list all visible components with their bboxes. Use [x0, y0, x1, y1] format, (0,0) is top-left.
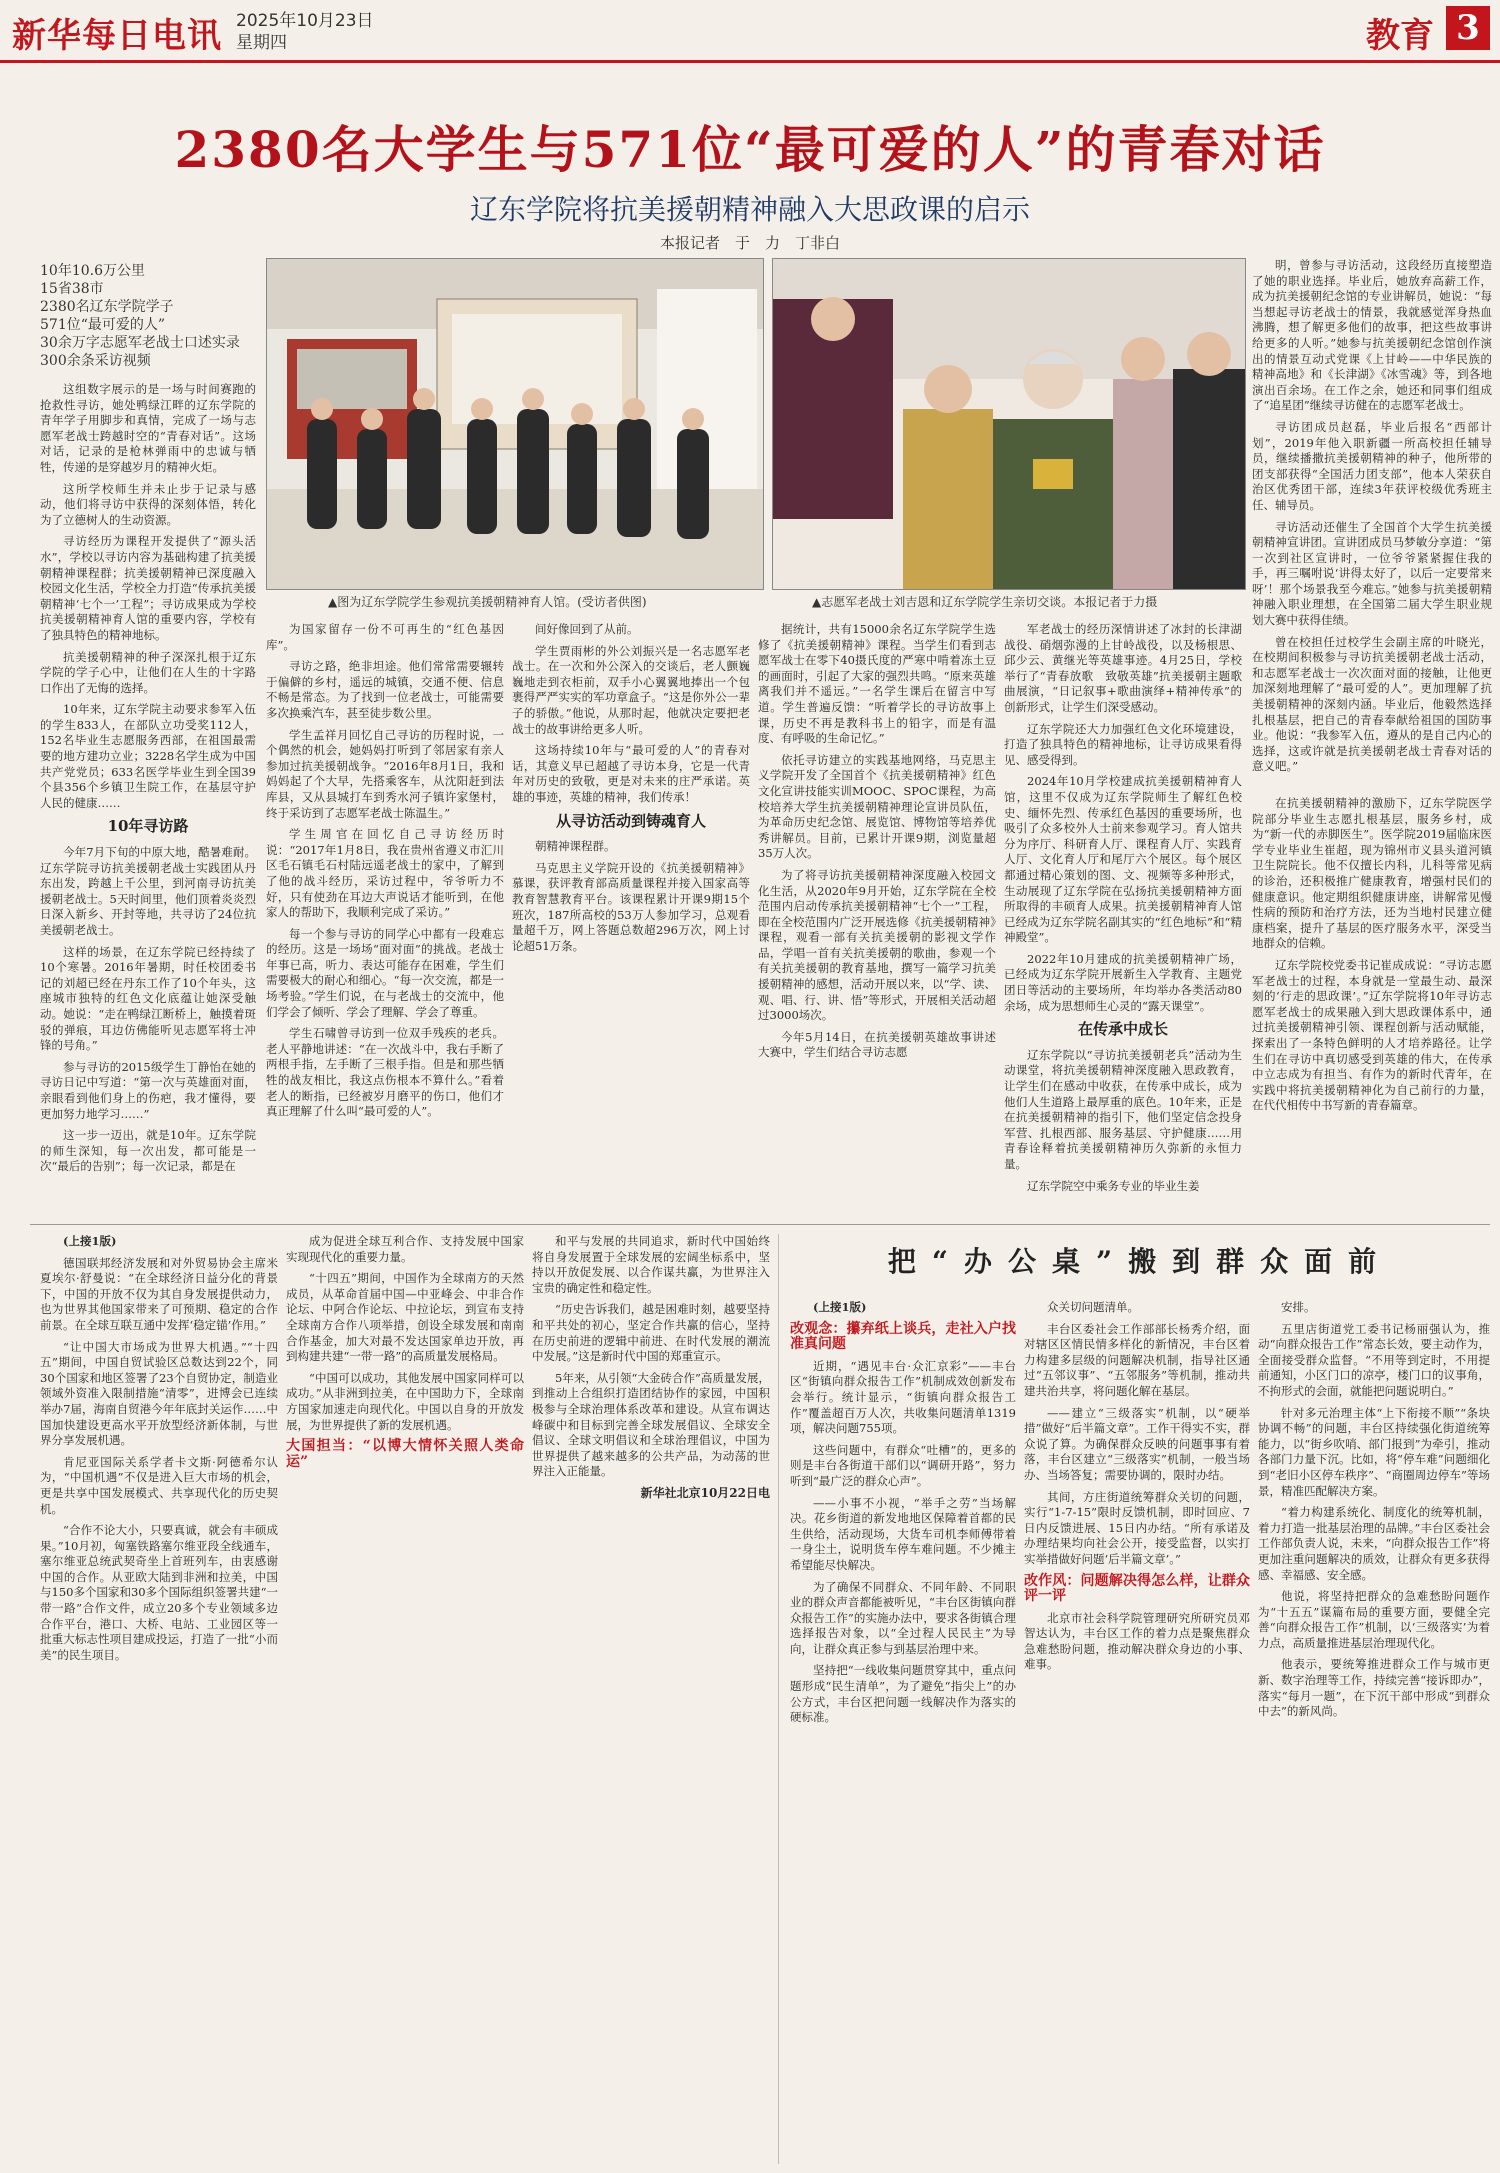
bottom-col-5: [1024, 1300, 1250, 2164]
paragraph: 为国家留存一份不可再生的“红色基因库”。: [266, 622, 504, 652]
paragraph: 这组数字展示的是一场与时间赛跑的抢救性寻访，她处鸭绿江畔的辽东学院的青年学子用脚步和真情，完成了一场与志愿军老战士跨越时空的“青春对话”。这场对话，记录的是枪林弹雨中的忠诚与牺牲，传递的是穿越岁月的精神火炬。: [40, 382, 256, 474]
paragraph: 10年来，辽东学院主动要求参军入伍的学生833人，在部队立功受奖112人，152名毕业生志愿服务西部，在祖国最需要的地方建功立业；3228名学生成为中国共产党党员；633名医学毕业生到全国39个县356个乡镇卫生院工作，在基层守护人民的健康……: [40, 702, 256, 810]
section-name: 教育: [1366, 16, 1434, 56]
paragraph: 今年7月下旬的中原大地，酷暑难耐。辽东学院寻访抗美援朝老战士实践团从丹东出发，跨越上千公里，到河南寻访抗美援朝老战士。5天时间里，他们顶着炎炎烈日深入新乡、开封等地，共寻访了24位抗美援朝老战士。: [40, 845, 256, 937]
paragraph: “让中国大市场成为世界大机遇。”“十四五”期间，中国自贸试验区总数达到22个，同30个国家和地区签署了23个自贸协定，制造业领域外资准入限制措施“清零”，进博会已连续举办7届，海南自贸港今年年底封关运作……中国加快建设更高水平开放型经济新体制，与世界分享发展机遇。: [40, 1339, 278, 1448]
subhead-style: 改作风：问题解决得怎么样，让群众评一评: [1024, 1572, 1250, 1605]
paragraph: 五里店街道党工委书记杨丽强认为，推动“向群众报告工作”常态长效，要主动作为，全面接受群众监督。“不用等到定时，不用提前通知，小区门口的凉亭，楼门口的议事角，不拘形式的会面，就能把问题说明白。”: [1258, 1321, 1490, 1398]
bottom-headline: 把“办公桌”搬到群众面前: [887, 1245, 1393, 1278]
paragraph: 朝精神课程群。: [535, 839, 616, 854]
photo1-caption: ▲图为辽东学院学生参观抗美援朝精神育人馆。(受访者供图): [328, 595, 647, 609]
article-col-3: [512, 622, 750, 1212]
paragraph: 据统计，共有15000余名辽东学院学生选修了《抗美援朝精神》课程。当学生们看到志愿军战士在零下40摄氏度的严寒中啃着冻土豆的画面时，引起了大家的强烈共鸣。“原来英雄离我们并不遥远。”一名学生课后在留言中写道。学生普遍反馈：“听着学长的寻访故事上课，历史不再是教科书上的铅字，而是有温度、有呼吸的生命记忆。”: [758, 622, 996, 746]
paragraph: 为了将寻访抗美援朝精神深度融入校园文化生活，从2020年9月开始，辽东学院在全校范围内启动传承抗美援朝精神“七个一”工程，即在全校范围内广泛开展选修《抗美援朝精神》课程，观看一部有关抗美援朝的影视文学作品，学唱一首有关抗美援朝的歌曲，参观一个有关抗美援朝的教育基地，撰写一篇学习抗美援朝精神的感想，活动开展以来，以“学、读、观、唱、行、讲、悟”等形式，开展相关活动超过3000场次。: [758, 867, 996, 1023]
paragraph: 在抗美援朝精神的激励下，辽东学院医学院部分毕业生志愿扎根基层，服务乡村，成为“新一代的赤脚医生”。医学院2019届临床医学专业毕业生崔超，现为锦州市义县头道河镇卫生院院长。他不仅擅长内科，儿科等常见病的诊治，还积极推广健康教育，增强村民们的健康意识。他定期组织健康讲座，讲解常见慢性病的预防和治疗方法，还为当地村民建立健康档案，提升了基层的医疗服务水平，深受当地群众的信赖。: [1252, 796, 1492, 951]
continued-label: (上接1版): [63, 1234, 117, 1248]
continued-label: (上接1版): [813, 1300, 867, 1314]
paragraph: 抗美援朝精神的种子深深扎根于辽东学院的学子心中，让他们在人生的十字路口作出了无悔的选择。: [40, 649, 256, 695]
paragraph: “十四五”期间，中国作为全球南方的天然成员，从革命首届中国—中亚峰会、中非合作论坛、中阿合作论坛、中拉论坛，到宣布支持全球南方合作八项举措，创设全球发展和南南合作基金，加大对最不发达国家单边开放，再到构建共建“一带一路”的高质量发展格局。: [286, 1271, 524, 1364]
paragraph: “着力构建系统化、制度化的统筹机制，着力打造一批基层治理的品牌。”丰台区委社会工作部负责人说，未来，“向群众报告工作”将更加注重问题解决的质效，让群众有更多获得感、幸福感、安全感。: [1258, 1505, 1490, 1582]
paragraph: 这一步一迈出，就是10年。辽东学院的师生深知，每一次出发，都可能是一次“最后的告别”；每一次记录，都是在: [40, 1128, 256, 1174]
page-number: 3: [1446, 6, 1490, 50]
paragraph: 辽东学院以“寻访抗美援朝老兵”活动为生动课堂，将抗美援朝精神深度融入思政教育，让学生们在感动中收获，在传承中成长，成为他们人生道路上最厚重的底色。10年来，正是在抗美援朝精神的指引下，他们坚定信念投身军营、扎根西部、服务基层、守护健康……用青春诠释着抗美援朝精神历久弥新的永恒力量。: [1004, 1047, 1242, 1171]
stat-item: 30余万字志愿军老战士口述实录: [40, 335, 240, 351]
paragraph: 这场持续10年与“最可爱的人”的青春对话，其意义早已超越了寻访本身，它是一代青年对历史的致敬，更是对未来的庄严承诺。英雄的事迹，英雄的精神，我们传承！: [512, 743, 750, 804]
stats-list: [40, 262, 250, 370]
paragraph: 成为促进全球互利合作、支持发展中国家实现现代化的重要力量。: [286, 1234, 524, 1264]
byline: 本报记者 于 力 丁非白: [659, 234, 840, 252]
photo-museum-image: [267, 259, 763, 589]
paragraph: 寻访经历为课程开发提供了“源头活水”，学校以寻访内容为基础构建了抗美援朝精神课程群；抗美援朝精神已深度融入校园文化生活，学校全力打造“传承抗美援朝精神‘七个一’工程”；寻访成果成为学校抗美援朝精神育人馆的重要内容，学校有了独具特色的精神地标。: [40, 534, 256, 642]
paragraph: 明，曾参与寻访活动，这段经历直接塑造了她的职业选择。毕业后，她放弃高薪工作，成为抗美援朝纪念馆的专业讲解员，她说：“每当想起寻访老战士的情景，我就感觉浑身热血沸腾，想了解更多他们的故事，把这些故事讲给更多的人听。”她参与抗美援朝纪念馆创作演出的情景互动式党课《上甘岭——中华民族的精神高地》和《长津湖》《冰雪魂》等，到各地演出百余场。在工作之余，她还和同事们组成了“追星团”继续寻访健在的志愿军老战士。: [1252, 258, 1492, 413]
paragraph: 2022年10月建成的抗美援朝精神广场，已经成为辽东学院开展新生入学教育、主题党团日等活动的主要场所，年均举办各类活动80余场，成为思想师生心灵的“露天课堂”。: [1004, 951, 1242, 1013]
bottom-col-3: [532, 1234, 770, 2164]
paragraph: 其间，方庄街道统筹群众关切的问题，实行“1-7-15”限时反馈机制，即时回应、7日内反馈进展、15日内办结。“所有承诺及办理结果均向社会公开，接受监督，以实打实举措做好问题‘后半篇文章’。”: [1024, 1489, 1250, 1566]
masthead-date-block: [236, 10, 374, 54]
bottom-col-1: [40, 1234, 278, 2164]
stat-item: 15省38市: [40, 281, 104, 297]
paragraph: 肯尼亚国际关系学者卡文斯·阿德希尔认为，“中国机遇”不仅是进入巨大市场的机会，更是共享中国发展模式、共享现代化的历史契机。: [40, 1454, 278, 1516]
subheadline: 辽东学院将抗美援朝精神融入大思政课的启示: [469, 193, 1030, 226]
paragraph: 为了确保不同群众、不同年龄、不同职业的群众声音都能被听见，“丰台区街镇向群众报告工作”的实施办法中，要求各街镇合理选择报告对象，以“全过程人民民主”为导向，让群众真正参与到基层治理中来。: [790, 1579, 1016, 1656]
paragraph: 寻访之路，绝非坦途。他们常常需要辗转于偏僻的乡村，遥远的城镇，交通不便、信息不畅是常态。为了找到一位老战士，可能需要多次换乘汽车，甚至徒步数公里。: [266, 659, 504, 720]
paragraph: [790, 1300, 1016, 1316]
bottom-col-6: [1258, 1300, 1490, 2164]
stat-item: 300余条采访视频: [40, 353, 151, 369]
article-col-4: [758, 622, 996, 1212]
article-col-2: [266, 622, 504, 1212]
paragraph: 依托寻访建立的实践基地网络，马克思主义学院开发了全国首个《抗美援朝精神》红色文化宣讲技能实训MOOC、SPOC课程，为高校培养大学生抗美援朝精神理论宣讲员队伍，为革命历史纪念馆、展览馆、博物馆等培养优秀讲解员。目前，已累计开课9期，浏览量超35万人次。: [758, 752, 996, 861]
article-col-right-top: [1252, 258, 1492, 788]
paragraph: 德国联邦经济发展和对外贸易协会主席米夏埃尔·舒曼说：“在全球经济日益分化的背景下，中国的开放不仅为其自身发展提供动力，也为世界其他国家带来了可预期、稳定的合作前景。在全球互联互通中发挥‘稳定锚’作用。”: [40, 1255, 278, 1332]
paragraph: 马克思主义学院开设的《抗美援朝精神》慕课，获评教育部高质量课程并接入国家高等教育智慧教育平台。该课程累计开课9期15个班次，187所高校的53万人参加学习，总观看量超千万，网上答题总数超296万次，网上讨论超51万条。: [512, 860, 750, 953]
section-head-growth: 在传承中成长: [1077, 1020, 1168, 1039]
photo2-caption: ▲志愿军老战士刘吉恩和辽东学院学生亲切交谈。本报记者于力摄: [812, 595, 1158, 609]
paragraph: 每一个参与寻访的同学心中都有一段难忘的经历。这是一场场“面对面”的挑战。老战士年事已高，听力、表达可能存在困难，学生们需要极大的耐心和细心。“每一次交流，都是一场考验。”学生们说，在与老战士的交流中，他们学会了倾听、学会了理解、学会了尊重。: [266, 926, 504, 1019]
paragraph: 军老战士的经历深情讲述了冰封的长津湖战役、硝烟弥漫的上甘岭战役，以及杨根思、邱少云、黄继光等英雄事迹。4月25日，学校举行了“青春放歌 致敬英雄”抗美援朝主题歌曲展演，“日记叙事+歌曲演绎+精神传承”的创新形式，让学生们深受感动。: [1004, 622, 1242, 714]
headline: 2380名大学生与571位“最可爱的人”的青春对话: [174, 120, 1326, 179]
article-col-1: [40, 382, 256, 1212]
paragraph: 针对多元治理主体“上下衔接不顺”“条块协调不畅”的问题，丰台区持续强化街道统筹能力，以“街乡吹哨、部门报到”为牵引，推动各部门力量下沉。比如，将“停车难”问题细化到“老旧小区停车秩序”、“商圈周边停车”等场景，精准匹配解决方案。: [1258, 1405, 1490, 1498]
masthead-weekday: 星期四: [236, 33, 287, 53]
article-col-5: [1004, 622, 1242, 1212]
paragraph: 这些问题中，有群众“吐槽”的，更多的则是丰台各街道干部们以“调研开路”，努力听到“最广泛的群众心声”。: [790, 1442, 1016, 1488]
section-divider: [30, 1224, 1490, 1225]
bottom-col-4: [790, 1300, 1016, 2164]
paragraph: 丰台区委社会工作部部长杨秀介绍，面对辖区区情民情多样化的新情况，丰台区着力构建多层级的问题解决机制，指导社区通过“五邻议事”、“五邻服务”等机制，推动共建共治共享，将问题化解在基层。: [1024, 1321, 1250, 1398]
photo-veteran-image: [773, 259, 1245, 589]
section-head-education: 从寻访活动到铸魂育人: [555, 811, 706, 830]
masthead-logo: 新华每日电讯: [12, 16, 222, 56]
stat-item: 2380名辽东学院学子: [40, 299, 174, 315]
paragraph: 他表示，要统筹推进群众工作与城市更新、数字治理等工作，持续完善“接诉即办”，落实“每月一题”，在下沉干部中形成“到群众中去”的新风尚。: [1258, 1657, 1490, 1719]
stat-item: 571位“最可爱的人”: [40, 317, 166, 333]
paragraph: 他说，将坚持把群众的急难愁盼问题作为“十五五”谋篇布局的重要方面，要健全完善“向群众报告工作”机制，以‘三级落实’为着力点，高质量推进基层治理现代化。: [1258, 1589, 1490, 1650]
paragraph: 辽东学院校党委书记崔成成说：“寻访志愿军老战士的过程，本身就是一堂最生动、最深刻的‘行走的思政课’。”辽东学院将10年寻访志愿军老战士的成果融入到大思政课体系中，通过抗美援朝精神引领、课程创新与活动赋能，探索出了一条特色鲜明的人才培养路径。让学生们在寻访中真切感受到英雄的伟大，在传承中立志成为有担当、有作为的新时代青年，在实践中将抗美援朝精神化为自己前行的力量，在代代相传中书写新的青春篇章。: [1252, 957, 1492, 1113]
paragraph: 寻访活动还催生了全国首个大学生抗美援朝精神宣讲团。宣讲团成员马梦敏分享道：“第一次到社区宣讲时，一位爷爷紧紧握住我的手，再三嘱咐说‘讲得太好了，以后一定要常来呀’！那个场景我至今难忘。”她参与抗美援朝精神融入职业理想，在全国第二届大学生职业规划大赛中获得佳绩。: [1252, 519, 1492, 628]
stat-item: 10年10.6万公里: [40, 263, 145, 279]
subhead-mindset: 改观念：攥弃纸上谈兵，走社入户找准真问题: [790, 1320, 1016, 1353]
paragraph: 学生周官在回忆自己寻访经历时说：“2017年1月8日，我在贵州省遵义市汇川区毛石镇毛石村陆远遥老战士的家中，了解到了他的战斗经历，采访过程中，爷爷听力不好，只有使劲在耳边大声说话才能听到，在他家人的帮助下，我顺利完成了采访。”: [266, 827, 504, 920]
paragraph: “中国可以成功，其他发展中国家同样可以成功。”从非洲到拉美，在中国助力下，全球南方国家加速走向现代化。中国以自身的开放发展，为世界提供了新的发展机遇。: [286, 1370, 524, 1432]
paragraph: “合作不论大小，只要真诚，就会有丰硕成果。”10月初，匈塞铁路塞尔维亚段全线通车，塞尔维亚总统武契奇坐上首班列车，由衷感谢中国的合作。从亚欧大陆到非洲和拉美，中国与150多个国家和30多个国际组织签署共建“一带一路”合作文件，成立20多个专业领域多边合作平台，港口、大桥、电站、工业园区等一批重大标志性项目建成投运，打造了一批“小而美”的民生项目。: [40, 1523, 278, 1662]
paragraph: [40, 1234, 278, 1250]
paragraph: 辽东学院还大力加强红色文化环境建设，打造了独具特色的精神地标，让寻访成果看得见、感受得到。: [1004, 721, 1242, 767]
paragraph: 2024年10月学校建成抗美援朝精神育人馆，这里不仅成为辽东学院师生了解红色校史、缅怀先烈、传承红色基因的重要场所，也吸引了众多校外人士前来参观学习。育人馆共分为序厅、科研育人厅、课程育人厅、实践育人厅、文化育人厅和尾厅六个展区。每个展区都通过精心策划的图、文、视频等多种形式，生动展现了辽东学院在弘扬抗美援朝精神方面所取得的丰硕育人成果。抗美援朝精神育人馆已经成为辽东学院名副其实的“红色地标”和“精神殿堂”。: [1004, 774, 1242, 945]
bottom-col-2: [286, 1234, 524, 2164]
section-head-journey: 10年寻访路: [107, 817, 189, 836]
paragraph: 众关切问题清单。: [1047, 1300, 1139, 1314]
paragraph: 安排。: [1281, 1300, 1316, 1314]
article-col-6: [1252, 796, 1492, 1212]
paragraph: 这所学校师生并未止步于记录与感动，他们将寻访中获得的深刻体悟，转化为了立德树人的生动资源。: [40, 481, 256, 527]
paragraph: 近期，“遇见丰台·众汇京彩”——丰台区“街镇向群众报告工作”机制成效创新发布会举行。统计显示，“街镇向群众报告工作”覆盖超百万人次，共收集问题清单1319项，解决问题755项。: [790, 1358, 1016, 1436]
paragraph: 5年来，从引领“大金砖合作”高质量发展，到推动上合组织打造团结协作的家园，中国积极参与全球治理体系改革和建设。从宣布调达峰碳中和目标到完善全球发展倡议、全球安全倡议、全球文明倡议和全球治理倡议，中国为世界提供了越来越多的公共产品，为动荡的世界注入正能量。: [532, 1370, 770, 1479]
subhead-global: 大国担当：“以博大情怀关照人类命运”: [286, 1438, 524, 1470]
paragraph: ——建立“三级落实”机制，以“硬举措”做好“后半篇文章”。工作干得实不实，群众说了算。为确保群众反映的问题事事有着落，丰台区建立“三级落实”机制，一般当场办、当场答复；需要协调的，限时办结。: [1024, 1405, 1250, 1482]
paragraph: 辽东学院空中乘务专业的毕业生姜: [1027, 1178, 1200, 1193]
masthead-rule: [0, 60, 1500, 63]
bottom-divider: [778, 1234, 779, 2164]
paragraph: 间好像回到了从前。: [535, 622, 639, 636]
paragraph: 坚持把“一线收集问题贯穿其中，重点问题形成“民生清单”，为了避免“指尖上”的办公方式，丰台区把问题一线解决作为落实的硬标准。: [790, 1663, 1016, 1725]
paragraph: ——小事不小视，“举手之劳”当场解决。花乡街道的新发地地区保障着首都的民生供给，活动现场，大货车司机李师傅带着一身尘土，说明货车停车难问题。不少摊主希望能尽快解决。: [790, 1495, 1016, 1572]
paragraph: 寻访团成员赵磊，毕业后报名“西部计划”，2019年他入职新疆一所高校担任辅导员，继续播撒抗美援朝精神的种子，他所带的团支部获得“全国活力团支部”，他本人荣获自治区优秀团干部，连续3年获评校级优秀班主任、辅导员。: [1252, 419, 1492, 512]
paragraph: 和平与发展的共同追求，新时代中国始终将自身发展置于全球发展的宏阔坐标系中，坚持以开放促发展、以合作谋共赢，为世界注入宝贵的确定性和稳定性。: [532, 1234, 770, 1295]
paragraph: “历史告诉我们，越是困难时刻，越要坚持和平共处的初心，坚定合作共赢的信心，坚持在历史前进的逻辑中前进、在时代发展的潮流中发展。”这是新时代中国的郑重宣示。: [532, 1302, 770, 1364]
paragraph: 学生贾雨彬的外公刘振兴是一名志愿军老战士。在一次和外公深入的交谈后，老人颤巍巍地走到衣柜前，双手小心翼翼地捧出一个包裹得严严实实的军功章盒子。“这是你外公一辈子的骄傲。”他说，从那时起，他就决定要把老战士的故事讲给更多人听。: [512, 643, 750, 736]
paragraph: 学生孟祥月回忆自己寻访的历程时说，一个偶然的机会，她妈妈打听到了邻居家有亲人参加过抗美援朝战争。“2016年8月1日，我和妈妈起了个大早，先搭乘客车，从沈阳赶到法库县，又从县城打车到秀水河子镇许家堡村，终于采访到了志愿军老战士陈温生。”: [266, 727, 504, 820]
photo-veteran-talk: [772, 258, 1246, 590]
paragraph: 今年5月14日，在抗美援朝英雄故事讲述大赛中，学生们结合寻访志愿: [758, 1029, 996, 1060]
masthead-date: 2025年10月23日: [236, 11, 374, 31]
paragraph: 这样的场景，在辽东学院已经持续了10个寒暑。2016年暑期，时任校团委书记的刘超已经在丹东工作了10个年头，这座城市独特的红色文化底蕴让她深受触动。她说：“走在鸭绿江断桥上，触摸着斑驳的弹痕，耳边仿佛能听见志愿军将士冲锋的号角。”: [40, 944, 256, 1053]
paragraph: 学生石啸曾寻访到一位双手残疾的老兵。老人平静地讲述：“在一次战斗中，我右手断了两根手指，左手断了三根手指。但是和那些牺牲的战友相比，我这点伤根本不算什么。”看着老人的断指，已经被岁月磨平的伤口，他们才真正理解了什么叫“最可爱的人”。: [266, 1026, 504, 1119]
paragraph: 参与寻访的2015级学生丁静怡在她的寻访日记中写道：“第一次与英雄面对面，亲眼看到他们身上的伤疤，我才懂得，要更加努力地学习……”: [40, 1059, 256, 1121]
paragraph: 北京市社会科学院管理研究所研究员邓智达认为，丰台区工作的着力点是聚焦群众急难愁盼问题，推动解决群众身边的小事、难事。: [1024, 1610, 1250, 1672]
dateline: 新华社北京10月22日电: [640, 1485, 770, 1500]
photo-museum-visit: [266, 258, 764, 590]
paragraph: 曾在校担任过校学生会副主席的叶晓光，在校期间积极参与寻访抗美援朝老战士活动，和志愿军老战士一次次面对面的接触，让他更加深刻地理解了“最可爱的人”。更加理解了抗美援朝精神的深刻内涵。毕业后，他毅然选择扎根基层，把自己的青春奉献给祖国的国防事业。他说：“我参军入伍，遵从的是自己内心的选择，这或许就是抗美援朝老战士青春对话的意义吧。”: [1252, 634, 1492, 774]
